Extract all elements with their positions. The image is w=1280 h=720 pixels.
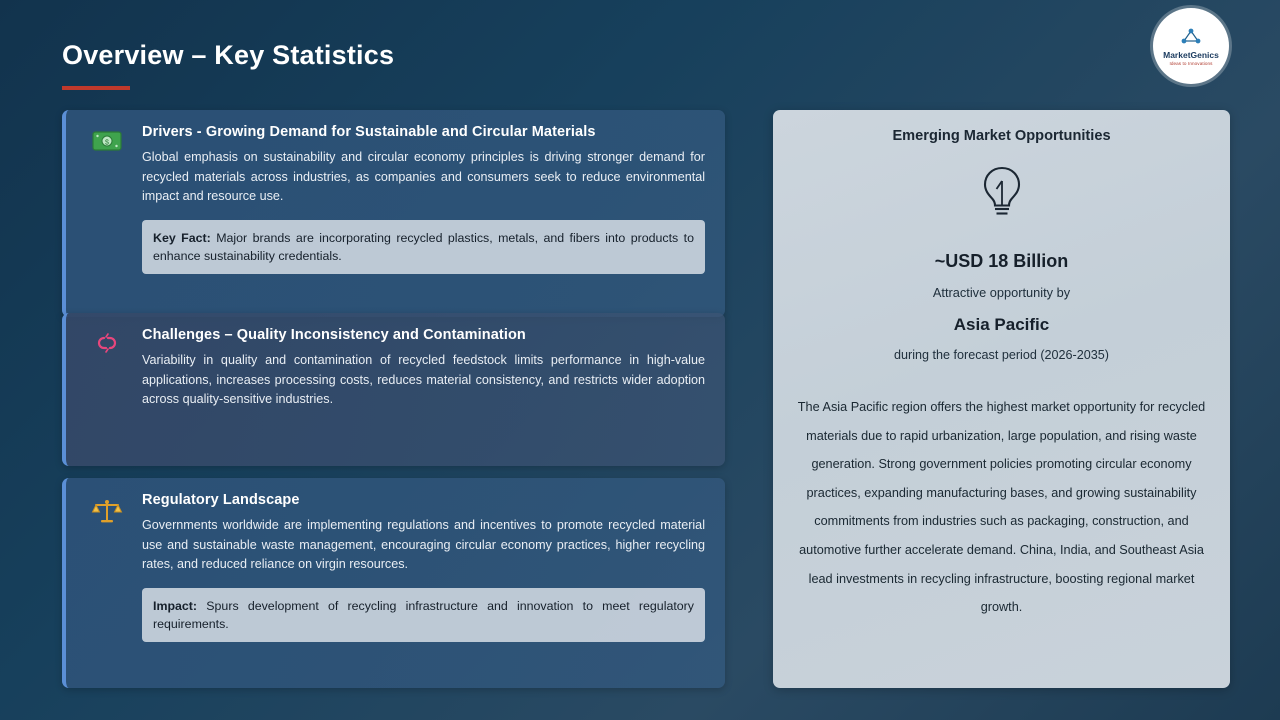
title-underline-accent [62, 86, 130, 90]
market-region: Asia Pacific [953, 315, 1050, 334]
panel-description: The Asia Pacific region offers the highest market opportunity for recycled materials due to rapid urbanization, large population, and rising waste generation. Strong government policies promoting circular economy practices, expanding manufacturing bases, and growing sustainability commitments from industries such as packaging, construction, and automotive further accelerate demand. China, India, and Southeast Asia lead investments in recycling infrastructure, boosting regional market growth. [797, 400, 1206, 615]
money-banknote-icon [86, 124, 128, 301]
card-callout [142, 220, 705, 274]
broken-link-icon [86, 327, 128, 450]
forecast-period: during the forecast period (2026-2035) [894, 348, 1109, 362]
card-callout-label: Impact: [153, 598, 198, 613]
card-heading: Drivers - Growing Demand for Sustainable and Circular Materials [142, 124, 596, 140]
page-title: Overview – Key Statistics [62, 40, 395, 70]
card-heading: Challenges – Quality Inconsistency and Contamination [142, 327, 526, 343]
card-callout-text: Spurs development of recycling infrastructure and innovation to meet regulatory requirements. [153, 598, 694, 631]
card-text: Global emphasis on sustainability and circular economy principles is driving stronger demand for recycled materials across industries, as companies and consumers seek to reduce environmental impact and resource use. [142, 150, 705, 204]
card-text: Governments worldwide are implementing regulations and incentives to promote recycled material use and sustainable waste management, encouraging circular economy practices, higher recycling rates, and reduced reliance on virgin resources. [142, 518, 705, 572]
logo-brand-name: MarketGenics [1163, 49, 1219, 60]
card-challenges [62, 313, 725, 466]
card-heading: Regulatory Landscape [142, 492, 300, 508]
card-regulatory [62, 478, 725, 688]
card-drivers [62, 110, 725, 317]
card-callout [142, 588, 705, 642]
card-callout-text: Major brands are incorporating recycled plastics, metals, and fibers into products to enhance sustainability credentials. [153, 230, 694, 263]
svg-text:$: $ [105, 139, 109, 147]
emerging-opportunities-panel [773, 110, 1230, 688]
card-callout-label: Key Fact: [153, 230, 211, 245]
card-text: Variability in quality and contamination of recycled feedstock limits performance in high-value applications, increases processing costs, reduces material consistency, and restricts wider adoption across quality-sensitive industries. [142, 353, 705, 407]
market-value-caption: Attractive opportunity by [932, 285, 1071, 300]
network-nodes-icon [1180, 27, 1202, 50]
lightbulb-icon [795, 164, 1208, 225]
logo-tagline: Ideas to Innovations [1169, 60, 1213, 66]
company-logo [1153, 8, 1229, 84]
scales-balance-icon [86, 492, 128, 672]
panel-title: Emerging Market Opportunities [892, 128, 1111, 144]
market-value: ~USD 18 Billion [934, 251, 1069, 271]
